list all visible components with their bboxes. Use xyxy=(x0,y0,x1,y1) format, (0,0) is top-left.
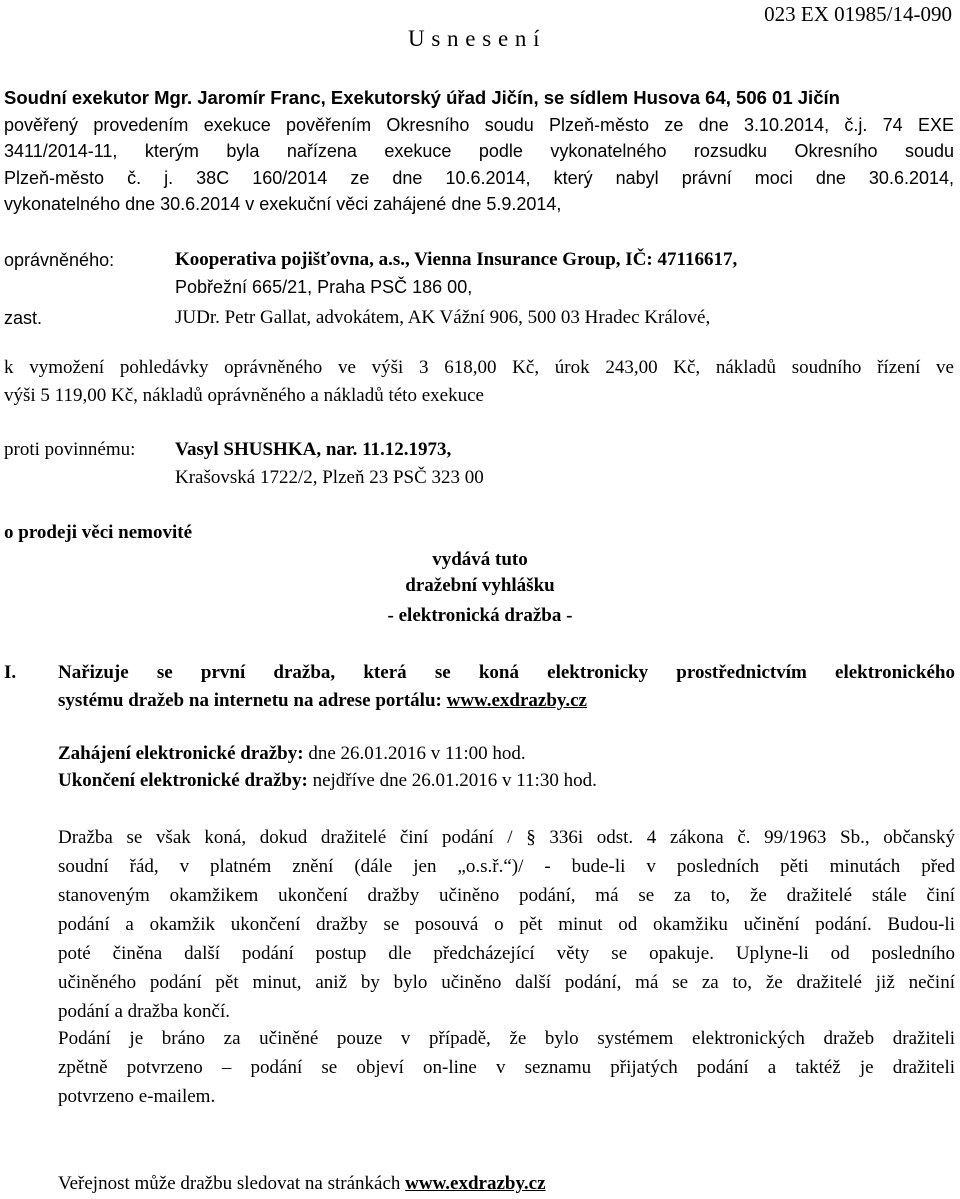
end-text: nejdříve dne 26.01.2016 v 11:30 hod. xyxy=(307,770,597,791)
debtor-name: Vasyl SHUSHKA, nar. 11.12.1973, xyxy=(175,439,452,460)
section-line-2 xyxy=(58,688,587,714)
claim-line-1: k vymožení pohledávky oprávněného ve výši 3 618,00 Kč, úrok 243,00 Kč, nákladů soudního řízení ve xyxy=(4,357,954,378)
entitled-name: Kooperativa pojišťovna, a.s., Vienna Insurance Group, IČ: 47116617, xyxy=(175,249,738,270)
confirmation-line: potvrzeno e-mailem. xyxy=(58,1086,216,1107)
representative-text: JUDr. Petr Gallat, advokátem, AK Vážní 906, 500 03 Hradec Králové, xyxy=(175,307,711,328)
rules-line: podání a okamžik ukončení dražby se posouvá o pět minut od okamžiku učinění podání. Budou-li xyxy=(58,914,955,935)
section-line-2-text: systému dražeb na internetu na adrese portálu: xyxy=(58,690,447,711)
intro-line-3: 3411/2014-11, kterým byla nařízena exekuce podle vykonatelného rozsudku Okresního soudu xyxy=(4,141,954,161)
end-line xyxy=(58,768,597,794)
intro-line-4: Plzeň-město č. j. 38C 160/2014 ze dne 10.6.2014, který nabyl právní moci dne 30.6.2014, xyxy=(4,168,954,188)
start-text: dne 26.01.2016 v 11:00 hod. xyxy=(303,743,526,764)
confirmation-line: Podání je bráno za učiněné pouze v případě, že bylo systémem elektronických dražeb dražiteli xyxy=(58,1028,955,1049)
rules-line: stanoveným okamžikem ukončení dražby učiněno podání, má se za to, že dražitelé stále činí xyxy=(58,885,955,906)
rules-line: Dražba se však koná, dokud dražitelé činí podání / § 336i odst. 4 zákona č. 99/1963 Sb., občanský xyxy=(58,827,955,848)
subject: o prodeji věci nemovité xyxy=(4,522,193,543)
end-label: Ukončení elektronické dražby: xyxy=(58,770,308,791)
confirmation-line: zpětně potvrzeno – podání se objeví on-line v seznamu přijatých podání a taktéž je dražiteli xyxy=(58,1057,955,1078)
debtor-label: proti povinnému: xyxy=(4,439,136,460)
public-link[interactable]: www.exdrazby.cz xyxy=(405,1173,546,1194)
rules-line: poté činěna další podání postup dle předcházející věty se opakuje. Uplyne-li od posledního xyxy=(58,943,955,964)
representative-label: zast. xyxy=(4,308,43,328)
intro-line-2: pověřený provedením exekuce pověřením Okresního soudu Plzeň-město ze dne 3.10.2014, č.j. 74 EXE xyxy=(4,115,954,135)
issues-line-1: vydává tuto xyxy=(432,549,528,570)
rules-line: učiněného podání pět minut, aniž by bylo učiněno další podání, má se za to, že dražitelé již nečiní xyxy=(58,972,955,993)
claim-line-2: výši 5 119,00 Kč, nákladů oprávněného a nákladů této exekuce xyxy=(4,385,484,406)
intro-line-5: vykonatelného dne 30.6.2014 v exekuční věci zahájené dne 5.9.2014, xyxy=(4,194,562,214)
document-title: U s n e s e n í xyxy=(408,26,541,51)
section-number: I. xyxy=(4,662,17,683)
issues-line-2: dražební vyhlášku xyxy=(405,575,555,596)
section-line-1: Nařizuje se první dražba, která se koná elektronicky prostřednictvím elektronického xyxy=(58,662,955,683)
entitled-label: oprávněného: xyxy=(4,250,115,270)
start-line xyxy=(58,741,526,767)
public-text: Veřejnost může dražbu sledovat na stránkách xyxy=(58,1173,406,1194)
intro-line-1: Soudní exekutor Mgr. Jaromír Franc, Exekutorský úřad Jičín, se sídlem Husova 64, 506 01 Jičín xyxy=(4,87,840,108)
debtor-address: Krašovská 1722/2, Plzeň 23 PSČ 323 00 xyxy=(175,467,484,488)
case-reference: 023 EX 01985/14-090 xyxy=(764,2,952,26)
portal-link[interactable]: www.exdrazby.cz xyxy=(446,690,587,711)
start-label: Zahájení elektronické dražby: xyxy=(58,743,304,764)
issues-line-3: - elektronická dražba - xyxy=(387,605,573,626)
entitled-address: Pobřežní 665/21, Praha PSČ 186 00, xyxy=(175,277,473,297)
rules-line: soudní řád, v platném znění (dále jen „o.s.ř.“)/ - bude-li v posledních pěti minutách před xyxy=(58,856,955,877)
bid-confirmation-paragraph xyxy=(58,1024,955,1111)
rules-line: podání a dražba končí. xyxy=(58,1001,230,1022)
auction-rules-paragraph xyxy=(58,823,955,1026)
public-line xyxy=(58,1171,546,1197)
